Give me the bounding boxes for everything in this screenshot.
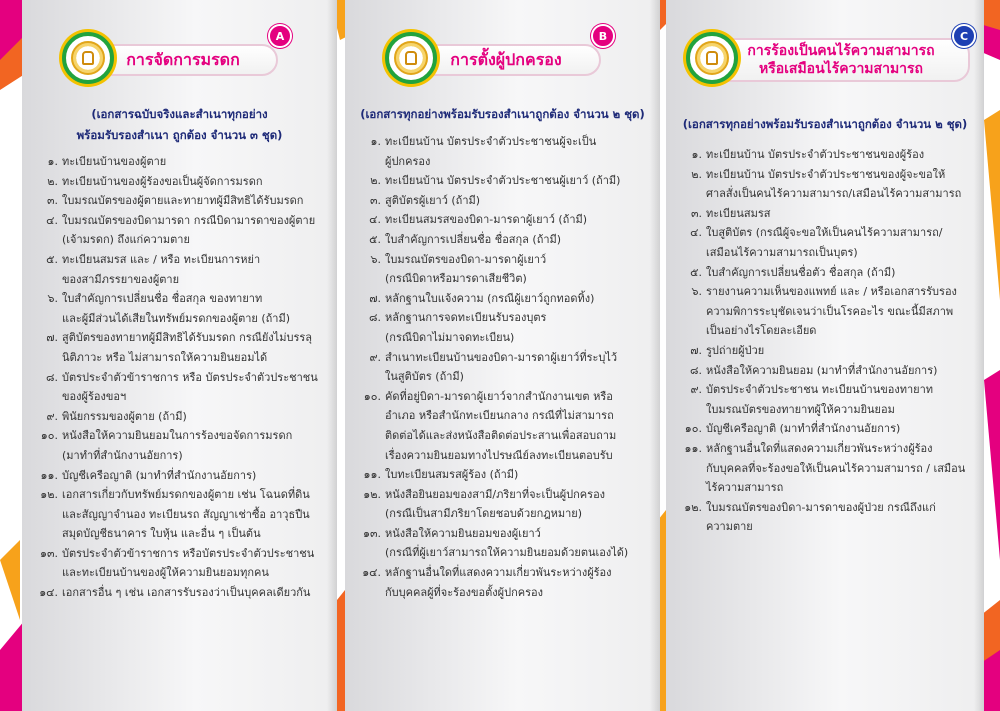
list-item (345, 308, 653, 347)
list-item (345, 250, 653, 289)
item-text: ใบมรณบัตรของทายาทผู้ให้ความยินยอม (706, 402, 895, 416)
list-item (666, 204, 976, 224)
item-number: ๒. (370, 174, 381, 188)
panel-header (686, 29, 976, 82)
item-text: ทะเบียนบ้าน บัตรประจำตัวประชาชนของผู้จะขอให้ (706, 167, 946, 181)
list-item (666, 263, 976, 283)
item-number: ๖. (691, 285, 702, 299)
list-item (22, 368, 327, 407)
item-number: ๓. (369, 193, 381, 207)
panel-title: หรือเสมือนไร้ความสามารถ (758, 61, 924, 77)
list-item (22, 250, 327, 289)
item-number: ๑๔. (362, 566, 381, 580)
item-number: ๑. (370, 135, 381, 148)
list-item (22, 211, 327, 250)
item-number: ๖. (47, 292, 58, 306)
list-item (22, 152, 327, 172)
list-item (22, 466, 327, 486)
item-number: ๔. (369, 213, 381, 227)
panel-shadow (327, 0, 337, 711)
item-number: ๙. (46, 409, 58, 423)
item-text: พินัยกรรมของผู้ตาย (ถ้ามี) (62, 409, 187, 423)
item-number: ๕. (369, 232, 381, 246)
item-text: ทะเบียนบ้าน บัตรประจำตัวประชาชนผู้เยาว์ (ถ้ามี) (385, 174, 621, 188)
item-text: หนังสือให้ความยินยอม (มาทำที่สำนักงานอัยการ) (706, 363, 938, 377)
item-text: เรื่องความยินยอมทางไปรษณีย์ลงทะเบียนตอบรับ (385, 448, 613, 462)
list-item (345, 191, 653, 211)
item-number: ๓. (690, 206, 702, 220)
item-text: ทะเบียนบ้าน บัตรประจำตัวประชาชนของผู้ร้อง (706, 148, 925, 161)
item-text: (มาทำที่สำนักงานอัยการ) (62, 448, 183, 462)
list-item (345, 485, 653, 524)
list-item (666, 165, 976, 204)
item-number: ๓. (46, 194, 58, 208)
item-text: หลักฐานอื่นใดที่แสดงความเกี่ยวพันระหว่างผู้ร้อง (385, 566, 612, 580)
item-number: ๘. (46, 370, 58, 384)
list-item (345, 171, 653, 191)
item-text: ศาลสั่งเป็นคนไร้ความสามารถ/เสมือนไร้ความสามารถ (706, 187, 962, 201)
item-text: ใบสูติบัตร (กรณีผู้จะขอให้เป็นคนไร้ความสามารถ/ (706, 226, 943, 240)
item-text: รูปถ่ายผู้ป่วย (706, 343, 765, 357)
item-number: ๘. (690, 363, 702, 377)
item-text: หนังสือยินยอมของสามี/ภริยาที่จะเป็นผู้ปกครอง (385, 487, 606, 501)
list-item (666, 439, 976, 498)
item-number: ๑. (47, 155, 58, 168)
item-number: ๑๓. (40, 546, 58, 560)
item-text: (กรณีบิดาหรือมารดาเสียชีวิต) (385, 272, 527, 286)
item-number: ๑. (691, 148, 702, 161)
item-number: ๗. (369, 291, 381, 305)
item-number: ๑๒. (363, 487, 381, 501)
list-item (345, 230, 653, 250)
list-item (345, 348, 653, 387)
item-text: กับบุคคลที่จะร้องขอให้เป็นคนไร้ความสามารถ / เสมือน (706, 461, 966, 475)
item-number: ๑๐. (684, 422, 702, 436)
list-item (666, 223, 976, 262)
item-number: ๙. (369, 350, 381, 364)
item-number: ๗. (690, 343, 702, 357)
item-number: ๑๐. (363, 389, 381, 403)
item-text: รายงานความเห็นของแพทย์ และ / หรือเอกสารรับรอง (706, 285, 957, 299)
item-text: อำเภอ หรือสำนักทะเบียนกลาง กรณีที่ไม่สามารถ (385, 409, 614, 423)
item-text: ของผู้ร้องขอฯ (62, 390, 127, 404)
item-text: บัญชีเครือญาติ (มาทำที่สำนักงานอัยการ) (62, 468, 257, 482)
panel-title: การตั้งผู้ปกครอง (450, 49, 562, 69)
item-number: ๑๔. (39, 586, 58, 600)
item-text: ไร้ความสามารถ (706, 481, 784, 495)
list-item (22, 191, 327, 211)
item-text: ใบสำคัญการเปลี่ยนชื่อตัว ชื่อสกุล (ถ้ามี) (706, 265, 896, 279)
list-item (22, 485, 327, 544)
item-text: ของสามีภรรยาของผู้ตาย (62, 272, 180, 286)
list-item (345, 387, 653, 465)
item-text: ใบทะเบียนสมรสผู้ร้อง (ถ้ามี) (385, 468, 519, 482)
list-item (22, 544, 327, 583)
item-text: ทะเบียนสมรส (706, 206, 771, 220)
item-text: ทะเบียนสมรส และ / หรือ ทะเบียนการหย่า (62, 252, 261, 266)
item-number: ๔. (690, 226, 702, 240)
item-text: เอกสารเกี่ยวกับทรัพย์มรดกของผู้ตาย เช่น โฉนดที่ดิน (62, 488, 310, 502)
item-number: ๑๓. (363, 526, 381, 540)
badge-b: B (591, 24, 615, 48)
item-text: หนังสือให้ความยินยอมของผู้เยาว์ (385, 526, 541, 540)
item-text: ทะเบียนบ้านของผู้ร้องขอเป็นผู้จัดการมรดก (62, 174, 263, 188)
item-number: ๕. (690, 265, 702, 279)
item-text: นิติภาวะ หรือ ไม่สามารถให้ความยินยอมได้ (62, 350, 268, 364)
list-item (666, 361, 976, 381)
item-number: ๑๑. (40, 468, 58, 482)
item-text: และผู้มีส่วนได้เสียในทรัพย์มรดกของผู้ตาย (ถ้ามี) (62, 311, 291, 325)
item-text: สูติบัตรผู้เยาว์ (ถ้ามี) (385, 193, 481, 207)
badge-a: A (268, 24, 292, 48)
list-item (666, 498, 976, 537)
item-text: ใบสำคัญการเปลี่ยนชื่อ ชื่อสกุล ของทายาท (62, 292, 263, 306)
list-item (345, 524, 653, 563)
list-item (22, 172, 327, 192)
item-text: ใบสำคัญการเปลี่ยนชื่อ ชื่อสกุล (ถ้ามี) (385, 232, 562, 246)
item-number: ๗. (46, 331, 58, 345)
document-list (345, 132, 653, 602)
list-item (22, 289, 327, 328)
item-number: ๑๐. (40, 429, 58, 443)
item-text: เอกสารอื่น ๆ เช่น เอกสารรับรองว่าเป็นบุคคลเดียวกัน (62, 586, 311, 600)
panel-header (62, 29, 302, 82)
item-text: ผู้ปกครอง (385, 154, 431, 168)
requirement-line: พร้อมรับรองสำเนา ถูกต้อง จำนวน ๓ ชุด) (76, 128, 283, 142)
item-text: ใบมรณบัตรของบิดา-มารดาผู้เยาว์ (385, 252, 547, 266)
panel-title-banner (88, 44, 278, 76)
item-number: ๑๑. (684, 441, 702, 455)
panel-header (385, 29, 625, 82)
item-text: ใบมรณบัตรของผู้ตายและทายาทผู้มีสิทธิได้รับมรดก (62, 194, 304, 208)
list-item (666, 145, 976, 165)
item-number: ๘. (369, 311, 381, 325)
list-item (345, 289, 653, 309)
item-number: ๑๒. (40, 488, 58, 502)
document-list (666, 145, 976, 537)
item-text: ทะเบียนสมรสของบิดา-มารดาผู้เยาว์ (ถ้ามี) (385, 213, 588, 227)
item-text: บัญชีเครือญาติ (มาทำที่สำนักงานอัยการ) (706, 422, 901, 436)
list-item (345, 132, 653, 171)
item-text: (กรณีที่ผู้เยาว์สามารถให้ความยินยอมด้วยตนเองได้) (385, 546, 629, 560)
panel-title-banner (712, 38, 970, 82)
requirement-note (32, 104, 327, 146)
item-number: ๒. (691, 167, 702, 181)
item-number: ๖. (370, 252, 381, 266)
list-item (22, 583, 327, 603)
item-text: และสัญญาจำนอง ทะเบียนรถ สัญญาเช่าซื้อ อาวุธปืน (62, 507, 310, 521)
item-text: ในสูติบัตร (ถ้ามี) (385, 370, 464, 384)
item-text: และทะเบียนบ้านของผู้ให้ความยินยอมทุกคน (62, 566, 269, 580)
item-text: บัตรประจำตัวข้าราชการ หรือบัตรประจำตัวประชาชน (62, 546, 315, 560)
list-item (22, 328, 327, 367)
panel-estate-management (22, 0, 337, 711)
list-item (666, 282, 976, 341)
item-number: ๙. (690, 383, 702, 397)
item-number: ๑๑. (363, 468, 381, 482)
institution-emblem-icon (385, 32, 437, 84)
item-text: ทะเบียนบ้าน บัตรประจำตัวประชาชนผู้จะเป็น (385, 135, 597, 148)
item-text: หลักฐานการจดทะเบียนรับรองบุตร (385, 311, 547, 325)
item-text: สำเนาทะเบียนบ้านของบิดา-มารดาผู้เยาว์ที่ระบุไว้ (385, 350, 618, 364)
item-text: หลักฐานอื่นใดที่แสดงความเกี่ยวพันระหว่างผู้ร้อง (706, 441, 933, 455)
item-text: (เจ้ามรดก) ถึงแก่ความตาย (62, 233, 190, 247)
list-item (345, 210, 653, 230)
item-text: (กรณีบิดาไม่มาจดทะเบียน) (385, 330, 515, 344)
item-text: ความตาย (706, 520, 753, 534)
list-item (22, 426, 327, 465)
item-number: ๒. (47, 174, 58, 188)
requirement-line: (เอกสารฉบับจริงและสำเนาทุกอย่าง (91, 107, 268, 121)
item-text: หลักฐานใบแจ้งความ (กรณีผู้เยาว์ถูกทอดทิ้ง) (385, 291, 595, 305)
item-text: สูติบัตรของทายาทผู้มีสิทธิได้รับมรดก กรณียังไม่บรรลุ (62, 331, 313, 345)
list-item (666, 419, 976, 439)
item-number: ๔. (46, 213, 58, 227)
list-item (22, 407, 327, 427)
item-text: เป็นอย่างไรโดยละเอียด (706, 324, 817, 338)
item-text: ใบมรณบัตรของบิดามารดา กรณีบิดามารดาของผู้ตาย (62, 213, 316, 227)
item-text: ติดต่อได้และส่งหนังสือติดต่อประสานเพื่อสอบถาม (385, 428, 617, 442)
panel-title: การจัดการมรดก (126, 49, 240, 69)
panel-guardian-appointment (345, 0, 660, 711)
item-text: ทะเบียนบ้านของผู้ตาย (62, 155, 167, 168)
panel-incompetency-petition (666, 0, 984, 711)
requirement-line: (เอกสารทุกอย่างพร้อมรับรองสำเนาถูกต้อง จำนวน ๒ ชุด) (360, 107, 645, 121)
item-number: ๑๒. (684, 500, 702, 514)
list-item (345, 563, 653, 602)
item-text: บัตรประจำตัวข้าราชการ หรือ บัตรประจำตัวประชาชน (62, 370, 318, 384)
item-text: คัดที่อยู่บิดา-มารดาผู้เยาว์จากสำนักงานเขต หรือ (385, 389, 613, 403)
panel-title: การร้องเป็นคนไร้ความสามารถ (747, 43, 935, 59)
requirement-note (345, 104, 660, 125)
institution-emblem-icon (686, 32, 738, 84)
list-item (345, 465, 653, 485)
item-text: หนังสือให้ความยินยอมในการร้องขอจัดการมรดก (62, 429, 293, 443)
badge-c: C (952, 24, 976, 48)
item-text: (กรณีเป็นสามีภริยาโดยชอบด้วยกฎหมาย) (385, 507, 583, 521)
panel-title-banner (411, 44, 601, 76)
item-number: ๕. (46, 252, 58, 266)
item-text: กับบุคคลผู้ที่จะร้องขอตั้งผู้ปกครอง (385, 585, 543, 599)
item-text: เสมือนไร้ความสามารถเป็นบุตร) (706, 245, 858, 259)
document-list (22, 152, 327, 603)
item-text: สมุดบัญชีธนาคาร ใบหุ้น และอื่น ๆ เป็นต้น (62, 527, 261, 541)
list-item (666, 380, 976, 419)
requirement-note (666, 114, 984, 135)
institution-emblem-icon (62, 32, 114, 84)
item-text: ความพิการระบุชัดเจนว่าเป็นโรคอะไร ขณะนี้มีสภาพ (706, 304, 954, 318)
list-item (666, 341, 976, 361)
requirement-line: (เอกสารทุกอย่างพร้อมรับรองสำเนาถูกต้อง จำนวน ๒ ชุด) (682, 117, 968, 131)
item-text: บัตรประจำตัวประชาชน ทะเบียนบ้านของทายาท (706, 383, 934, 397)
item-text: ใบมรณบัตรของบิดา-มารดาของผู้ป่วย กรณีถึงแก่ (706, 500, 936, 514)
